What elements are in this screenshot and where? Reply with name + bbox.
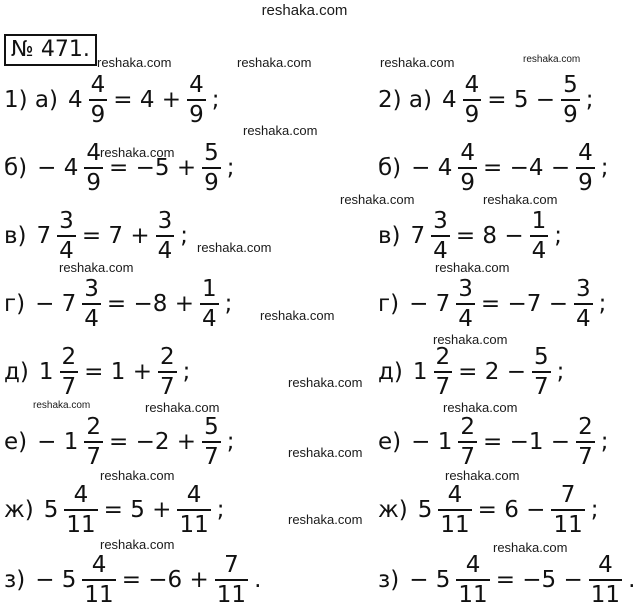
fraction	[57, 207, 76, 264]
operator-text: = 5 +	[103, 497, 172, 523]
operator-text: = 7 +	[81, 223, 150, 249]
equation-row	[4, 550, 265, 610]
operator-text: ;	[600, 429, 609, 455]
fraction	[64, 481, 97, 538]
item-label: з)	[378, 567, 400, 593]
numerator: 4	[464, 71, 480, 98]
numerator: 1	[531, 207, 547, 234]
denominator: 4	[156, 235, 175, 263]
whole-number: 1	[38, 359, 54, 385]
numerator: 5	[563, 71, 578, 98]
numerator: 2	[61, 343, 77, 370]
operator-text: = 8 −	[455, 223, 524, 249]
equation-row	[378, 206, 566, 266]
numerator: 4	[465, 551, 481, 578]
operator-text: ;	[600, 155, 609, 181]
operator-text: = −7 −	[480, 291, 568, 317]
operator-text: = −4 −	[483, 155, 571, 181]
denominator: 11	[177, 509, 210, 537]
fraction	[589, 551, 622, 608]
watermark: reshaka.com	[237, 55, 312, 70]
fraction	[156, 207, 175, 264]
equation-row	[4, 70, 223, 130]
operator-text: = −5 +	[109, 155, 197, 181]
whole-number: 5	[417, 497, 433, 523]
numerator: 3	[157, 207, 173, 234]
denominator: 11	[589, 579, 622, 607]
denominator: 9	[89, 99, 108, 127]
operator-text: = −1 −	[482, 429, 571, 455]
item-label: в)	[4, 223, 27, 249]
denominator: 4	[530, 235, 549, 263]
numerator: 2	[435, 343, 451, 370]
denominator: 7	[532, 371, 551, 399]
equation-row	[378, 342, 568, 402]
operator-text: − 5	[35, 567, 77, 593]
denominator: 9	[202, 167, 221, 195]
numerator: 4	[578, 139, 593, 166]
denominator: 4	[574, 303, 593, 331]
operator-text: ;	[226, 155, 235, 181]
whole-number: 7	[410, 223, 426, 249]
item-label: д)	[4, 359, 29, 385]
fraction	[158, 343, 177, 400]
fraction	[434, 343, 453, 400]
watermark: reshaka.com	[197, 240, 272, 255]
fraction	[187, 71, 206, 128]
whole-number: 1	[412, 359, 428, 385]
denominator: 11	[64, 509, 97, 537]
operator-text: − 7	[35, 291, 77, 317]
operator-text: − 4	[37, 155, 79, 181]
operator-text: = −5 −	[495, 567, 583, 593]
item-label: ж)	[4, 497, 34, 523]
watermark: reshaka.com	[288, 375, 363, 390]
denominator: 4	[431, 235, 450, 263]
denominator: 4	[57, 235, 76, 263]
denominator: 7	[458, 441, 477, 469]
item-label: ж)	[378, 497, 408, 523]
operator-text: = −2 +	[108, 429, 197, 455]
watermark: reshaka.com	[100, 145, 175, 160]
watermark: reshaka.com	[33, 400, 91, 411]
fraction	[576, 413, 595, 470]
fraction	[458, 413, 477, 470]
denominator: 7	[84, 441, 103, 469]
fraction	[60, 343, 79, 400]
item-label: з)	[4, 567, 26, 593]
numerator: 3	[576, 275, 591, 302]
fraction	[438, 481, 471, 538]
whole-number: 4	[68, 87, 83, 113]
denominator: 11	[82, 579, 115, 607]
fraction	[530, 207, 549, 264]
numerator: 5	[204, 139, 219, 166]
operator-text: = −8 +	[106, 291, 194, 317]
operator-text: .	[254, 567, 262, 593]
item-label: 1) а)	[4, 87, 58, 113]
numerator: 2	[578, 413, 593, 440]
operator-text: ;	[211, 87, 220, 113]
watermark: reshaka.com	[493, 540, 568, 555]
watermark: reshaka.com	[100, 537, 175, 552]
numerator: 4	[598, 551, 613, 578]
watermark: reshaka.com	[100, 468, 175, 483]
fraction	[551, 481, 584, 538]
denominator: 7	[158, 371, 177, 399]
operator-text: − 7	[409, 291, 451, 317]
denominator: 7	[60, 371, 79, 399]
numerator: 3	[458, 275, 473, 302]
numerator: 2	[159, 343, 175, 370]
denominator: 11	[551, 509, 584, 537]
operator-text: = 5 −	[487, 87, 556, 113]
equation-row	[378, 70, 597, 130]
fraction	[82, 275, 101, 332]
operator-text: = 2 −	[458, 359, 526, 385]
numerator: 4	[90, 71, 106, 98]
operator-text: − 1	[37, 429, 79, 455]
fraction	[89, 71, 108, 128]
denominator: 9	[458, 167, 477, 195]
item-label: д)	[378, 359, 403, 385]
fraction	[200, 275, 219, 332]
denominator: 9	[187, 99, 206, 127]
site-header: reshaka.com	[261, 2, 348, 19]
operator-text: ;	[590, 497, 599, 523]
denominator: 4	[82, 303, 101, 331]
denominator: 9	[561, 99, 580, 127]
equation-row	[378, 138, 613, 198]
numerator: 7	[560, 481, 576, 508]
operator-text: ;	[554, 223, 563, 249]
fraction	[463, 71, 482, 128]
watermark: reshaka.com	[435, 260, 510, 275]
watermark: reshaka.com	[443, 400, 518, 415]
fraction	[82, 551, 115, 608]
watermark: reshaka.com	[445, 468, 520, 483]
watermark: reshaka.com	[433, 332, 508, 347]
watermark: reshaka.com	[243, 123, 318, 138]
equation-row	[378, 274, 610, 334]
item-label: г)	[4, 291, 26, 317]
operator-text: − 5	[409, 567, 451, 593]
fraction	[177, 481, 210, 538]
watermark: reshaka.com	[97, 55, 172, 70]
numerator: 3	[84, 275, 99, 302]
fraction	[458, 139, 477, 196]
denominator: 7	[576, 441, 595, 469]
operator-text: ;	[182, 359, 191, 385]
denominator: 9	[84, 167, 103, 195]
numerator: 4	[189, 71, 204, 98]
operator-text: − 1	[411, 429, 453, 455]
denominator: 7	[434, 371, 453, 399]
equation-row	[378, 550, 639, 610]
watermark: reshaka.com	[483, 192, 558, 207]
watermark: reshaka.com	[145, 400, 220, 415]
whole-number: 7	[36, 223, 52, 249]
numerator: 3	[59, 207, 74, 234]
operator-text: = 4 +	[113, 87, 182, 113]
watermark: reshaka.com	[288, 512, 363, 527]
operator-text: = 1 +	[84, 359, 152, 385]
fraction	[431, 207, 450, 264]
operator-text: ;	[224, 291, 233, 317]
fraction	[84, 139, 103, 196]
watermark: reshaka.com	[260, 308, 335, 323]
operator-text: ;	[226, 429, 235, 455]
numerator: 5	[204, 413, 219, 440]
whole-number: 4	[442, 87, 457, 113]
fraction	[202, 139, 221, 196]
denominator: 7	[202, 441, 221, 469]
watermark: reshaka.com	[380, 55, 455, 70]
equation-row	[378, 480, 602, 540]
fraction	[532, 343, 551, 400]
fraction	[202, 413, 221, 470]
operator-text: = 6 −	[477, 497, 546, 523]
operator-text: = −6 +	[121, 567, 209, 593]
numerator: 4	[91, 551, 107, 578]
denominator: 11	[438, 509, 471, 537]
equation-row	[4, 412, 238, 472]
item-label: в)	[378, 223, 401, 249]
numerator: 7	[224, 551, 239, 578]
denominator: 4	[456, 303, 475, 331]
item-label: б)	[378, 155, 402, 181]
denominator: 11	[215, 579, 248, 607]
fraction	[561, 71, 580, 128]
denominator: 4	[200, 303, 219, 331]
operator-text: ;	[180, 223, 189, 249]
operator-text: − 4	[411, 155, 453, 181]
numerator: 4	[447, 481, 463, 508]
numerator: 4	[186, 481, 202, 508]
numerator: 3	[433, 207, 448, 234]
operator-text: .	[628, 567, 636, 593]
equation-row	[4, 206, 192, 266]
item-label: б)	[4, 155, 28, 181]
item-label: г)	[378, 291, 400, 317]
item-label: 2) а)	[378, 87, 432, 113]
denominator: 11	[456, 579, 489, 607]
operator-text: ;	[216, 497, 225, 523]
equation-row	[4, 342, 194, 402]
watermark: reshaka.com	[288, 445, 363, 460]
denominator: 9	[463, 99, 482, 127]
item-label: е)	[378, 429, 402, 455]
fraction	[576, 139, 595, 196]
numerator: 5	[533, 343, 549, 370]
numerator: 2	[460, 413, 475, 440]
whole-number: 5	[43, 497, 59, 523]
numerator: 4	[460, 139, 476, 166]
equation-row	[4, 138, 239, 198]
numerator: 1	[202, 275, 217, 302]
fraction	[456, 551, 489, 608]
fraction	[574, 275, 593, 332]
fraction	[456, 275, 475, 332]
operator-text: ;	[556, 359, 565, 385]
fraction	[215, 551, 248, 608]
numerator: 4	[86, 139, 102, 166]
exercise-number-badge: № 471.	[4, 34, 97, 66]
fraction	[84, 413, 103, 470]
equation-row	[378, 412, 612, 472]
operator-text: ;	[598, 291, 607, 317]
operator-text: ;	[585, 87, 594, 113]
denominator: 9	[576, 167, 595, 195]
numerator: 4	[73, 481, 89, 508]
equation-row	[4, 480, 228, 540]
item-label: е)	[4, 429, 28, 455]
watermark: reshaka.com	[523, 54, 581, 65]
watermark: reshaka.com	[340, 192, 415, 207]
numerator: 2	[86, 413, 101, 440]
watermark: reshaka.com	[59, 260, 134, 275]
equation-row	[4, 274, 236, 334]
